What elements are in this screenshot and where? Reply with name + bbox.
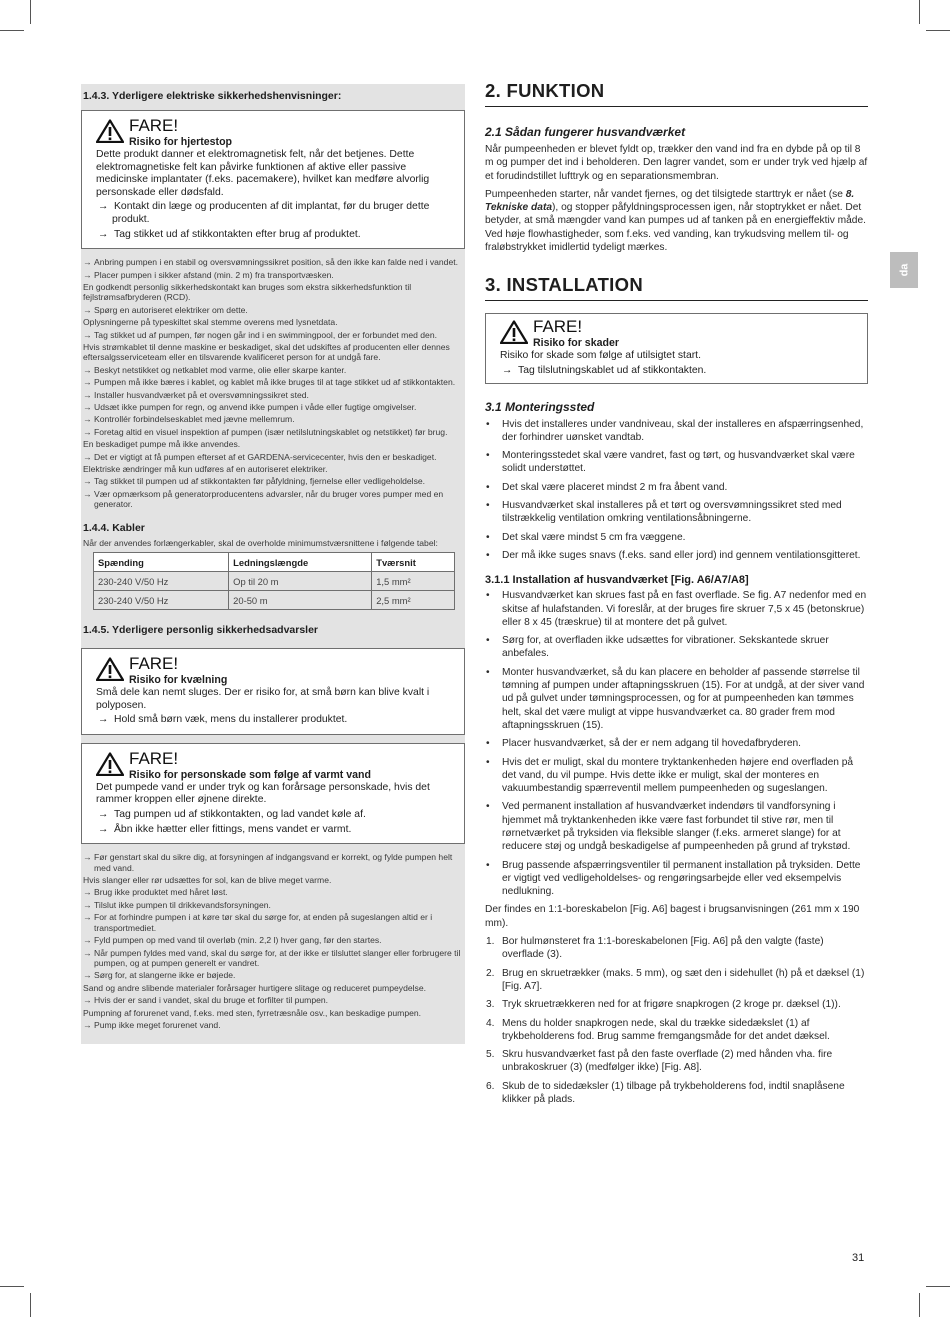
bullet-item: • Brug passende afspærringsventiler til permanent installation på tryksiden. Dette er vigtigt ved vedligeholdelses- og rengøringsarbejde eller ved eksempelvis nedlukning.: [485, 859, 868, 899]
instruction-item: → Foretag altid en visuel inspektion af pumpen (især netilslutningskablet og netstikket) før brug.: [83, 427, 463, 437]
function-paragraph-2: [485, 188, 868, 254]
danger-text: Det pumpede vand er under tryk og kan forårsage personskade, hvis det rammer kroppen eller øjnene direkte.: [96, 781, 430, 806]
warning-triangle-icon: [96, 752, 124, 776]
crop-mark: [0, 30, 24, 31]
crop-mark: [926, 1286, 950, 1287]
danger-box-choking: [81, 648, 465, 735]
section-heading-funktion: 2. FUNKTION: [485, 80, 868, 107]
instruction-item: → Tag stikket ud af pumpen, før nogen går ind i en swimmingpool, der er forbundet med den.: [83, 330, 463, 340]
step-number: 3.: [486, 999, 495, 1011]
danger-subtitle: Risiko for skader: [533, 337, 619, 350]
step-text: Brug en skruetrækker (maks. 5 mm), og sæt den i sidehullet (h) på et dæksel (1) [Fig. A7].: [502, 967, 865, 992]
cable-table: [93, 552, 455, 610]
cable-intro: Når der anvendes forlængerkabler, skal de overholde minimumstværsnittene i følgende tabel:: [83, 537, 438, 548]
step-number: 5.: [486, 1049, 495, 1061]
crop-mark: [919, 1293, 920, 1317]
crop-mark: [30, 0, 31, 24]
step-item: [485, 1080, 868, 1107]
subheading-2-1: 2.1 Sådan fungerer husvandværket: [485, 125, 686, 139]
page-number: 31: [852, 1252, 865, 1264]
instruction-item: → Kontrollér forbindelseskablet med jævne mellemrum.: [83, 414, 463, 424]
bullet-item: • Monter husvandværket, så du kan placere en beholder af passende størrelse til tømning af pumpen under aftapningsskruen (15). For at undgå, at der siver vand ud på gulvet under tømningsprocessen, og for at pumpeenheden kan tømmes helt, skal det være muligt at vippe husvandværket ca. 80 grader frem mod aftapningsskruen (15).: [485, 666, 868, 732]
note-text: Sand og andre slibende materialer forårsager hurtigere slitage og reduceret pumpeydelse.: [83, 982, 426, 993]
language-code: da: [898, 263, 910, 277]
note-text: Pumpning af forurenet vand, f.eks. med sten, fyrretræsnåle osv., kan beskadige pumpen.: [83, 1007, 422, 1018]
bullet-item: • Hvis det er muligt, skal du montere tryktankenheden højere end overfladen på det vand, du vil pumpe. Hvis dette ikke er muligt, skal der monteres en vakuumbestandig spærreventil mellem pumpeenheden og sugeslangen.: [485, 756, 868, 796]
language-tab: [890, 252, 918, 288]
instruction-item: → Hvis der er sand i vandet, skal du bruge et forfilter til pumpen.: [83, 995, 463, 1005]
instruction-item: → Anbring pumpen i en stabil og oversvømningssikret position, så den ikke kan falde ned i vandet.: [83, 257, 463, 267]
instruction-item: → Det er vigtigt at få pumpen efterset af et GARDENA-servicecenter, hvis den er beskadiget.: [83, 452, 463, 462]
table-cell: 230-240 V/50 Hz: [94, 572, 229, 591]
step-item: [485, 935, 868, 962]
table-cell: 1,5 mm²: [372, 572, 455, 591]
instruction-item: → Brug ikke produktet med håret løst.: [83, 887, 463, 897]
bullet-item: • Der må ikke suges snavs (f.eks. sand eller jord) ind gennem ventilationsgitteret.: [485, 549, 868, 562]
instruction-item: → Sørg for, at slangerne ikke er bøjede.: [83, 970, 463, 980]
content-column: [485, 80, 868, 1111]
step-item: [485, 967, 868, 994]
bullet-item: • Husvandværket skal installeres på et tørt og oversvømningssikret sted med tilstrækkelig ventilation omkring ventilationsåbningerne.: [485, 499, 868, 526]
instruction-item: → Tag stikket til pumpen ud af stikkontakten før påfyldning, fjernelse eller vedligeholdelse.: [83, 476, 463, 486]
instruction-item: → Pump ikke meget forurenet vand.: [83, 1020, 463, 1030]
step-text: Skru husvandværket fast på den faste overflade (2) med hånden vha. fire unbrakoskruer (3) (medfølger ikke) [Fig. A8].: [502, 1049, 833, 1074]
table-cell: 20-50 m: [229, 591, 372, 610]
danger-title: FARE!: [129, 116, 179, 135]
instruction-item: → Beskyt netstikket og netkablet mod varme, olie eller skarpe kanter.: [83, 365, 463, 375]
function-paragraph: Når pumpeenheden er blevet fyldt op, trækker den vand ind fra en dybde på op til 8 m og pumper det ind i beholderen. Den lagrer vandet, som er under tryk ved hjælp af et forudindstillet lufttryk og en separationsmembran.: [485, 144, 868, 182]
instruction-item: → Spørg en autoriseret elektriker om dette.: [83, 305, 463, 315]
instruction-item: → Før genstart skal du sikre dig, at forsyningen af indgangsvand er korrekt, og fylde pumpen helt med vand.: [83, 852, 463, 873]
bullet-item: • Det skal være mindst 5 cm fra væggene.: [485, 531, 868, 544]
table-row: [94, 572, 455, 591]
text-run: ), og stopper påfyldningsprocessen igen, når stoptrykket er nået. Det betyder, at små mængder vand kan pumpes ud af tanken på en energieffektiv måde. Ved høje flowhastigheder, som f.eks. ved vanding, kan trykudsving mellem til- og fraløbstrykket imidlertid tydeligt mærkes.: [485, 202, 866, 254]
danger-text: Små dele kan nemt sluges. Der er risiko for, at små børn kan blive kvalt i polyposen.: [96, 687, 430, 711]
instruction-item: → Placer pumpen i sikker afstand (min. 2 m) fra transportvæsken.: [83, 270, 463, 280]
step-item: [485, 1017, 868, 1044]
danger-subtitle: Risiko for personskade som følge af varmt vand: [129, 768, 371, 781]
crop-mark: [926, 30, 950, 31]
bullet-item: • Hvis det installeres under vandniveau, skal der installeres en afspærringsenhed, der forhindrer uønsket vandtab.: [485, 418, 868, 445]
instruction-item: → Pumpen må ikke bæres i kablet, og kablet må ikke bruges til at tage stikket ud af stikkontakten.: [83, 377, 463, 387]
personal-safety-list: [81, 852, 465, 1030]
bullet-item: • Det skal være placeret mindst 2 m fra åbent vand.: [485, 481, 868, 494]
instruction-item: → Når pumpen fyldes med vand, skal du sørge for, at der ikke er tilsluttet slanger eller forbrugere til pumpen, og at pumpen generelt er vandret.: [83, 948, 463, 969]
note-text: Elektriske ændringer må kun udføres af en autoriseret elektriker.: [83, 464, 328, 475]
danger-instruction: → Kontakt din læge og producenten af dit implantat, før du bruger dette produkt.: [96, 201, 456, 226]
table-row: [94, 591, 455, 610]
mounting-location-list: [485, 418, 868, 563]
danger-instruction: → Åbn ikke hætter eller fittings, mens vandet er varmt.: [96, 824, 456, 837]
instruction-item: → Udsæt ikke pumpen for regn, og anvend ikke pumpen i våde eller fugtige omgivelser.: [83, 402, 463, 412]
template-paragraph: Der findes en 1:1-boreskabelon [Fig. A6] bagest i brugsanvisningen (261 mm x 190 mm).: [485, 904, 860, 929]
danger-instruction: → Tag stikket ud af stikkontakten efter brug af produktet.: [96, 229, 456, 242]
note-text: En godkendt personlig sikkerhedskontakt kan bruges som ekstra sikkerhedsfunktion til fejlstrømsafbryderen (RCD).: [83, 281, 412, 303]
text-run: Pumpeenheden starter, når vandet fjernes, og det tilsigtede starttryk er nået (se: [485, 188, 846, 200]
instruction-item: → Installer husvandværket på et oversvømningssikret sted.: [83, 390, 463, 400]
bullet-item: • Ved permanent installation af husvandværket indendørs til vandforsyning i hjemmet må tryktankenheden ikke være fast forbundet til stive rør, men til rørnetværket på tryksiden via fleksible slanger (f.eks. armeret slange) for at reducere støj og undgå beskadigelse af pumpeenheden på grund af trykstød.: [485, 800, 868, 853]
column-header-voltage: Spænding: [94, 553, 229, 572]
danger-title: FARE!: [533, 317, 583, 337]
danger-title: FARE!: [129, 654, 179, 674]
safety-column: [81, 84, 465, 1044]
danger-box-heart: [81, 110, 465, 249]
table-cell: 230-240 V/50 Hz: [94, 591, 229, 610]
cross-reference-link: 8. Tekniske data: [485, 188, 855, 214]
bullet-item: • Placer husvandværket, så der er nem adgang til hovedafbryderen.: [485, 737, 868, 750]
bullet-item: • Monteringsstedet skal være vandret, fast og tørt, og husvandværket skal være solidt understøttet.: [485, 449, 868, 476]
table-cell: Op til 20 m: [229, 572, 372, 591]
danger-text: Dette produkt danner et elektromagnetisk felt, når det betjenes. Dette elektromagnetiske felt kan påvirke funktionen af aktive eller passive medicinske implantater (f.eks. pacemakere), hvilket kan medføre alvorlig personskade eller dødsfald.: [96, 149, 430, 198]
step-text: Skub de to sidedæksler (1) tilbage på trykbeholderens fod, indtil snaplåsene klikker på plads.: [502, 1080, 845, 1106]
subheading-3-1: 3.1 Monteringssted: [485, 399, 595, 414]
warning-triangle-icon: [96, 657, 124, 681]
step-text: Bor hulmønsteret fra 1:1-boreskabelonen [Fig. A6] på den valgte (faste) overflade (3).: [502, 936, 824, 961]
table-header-row: [94, 553, 455, 572]
warning-triangle-icon: [96, 119, 124, 143]
danger-subtitle: Risiko for kvælning: [129, 674, 228, 687]
bullet-item: • Sørg for, at overfladen ikke udsættes for vibrationer. Sekskantede skruer anbefales.: [485, 634, 868, 661]
crop-mark: [919, 0, 920, 24]
danger-instruction: → Hold små børn væk, mens du installerer produktet.: [96, 714, 456, 727]
danger-instruction: → Tag pumpen ud af stikkontakten, og lad vandet køle af.: [96, 809, 456, 822]
danger-box-hot-water: [81, 743, 465, 844]
note-text: Oplysningerne på typeskiltet skal stemme overens med lysnetdata.: [83, 317, 338, 328]
crop-mark: [30, 1293, 31, 1317]
installation-steps: [485, 935, 868, 1106]
subheading-3-1-1: 3.1.1 Installation af husvandværket [Fig. A6/A7/A8]: [485, 574, 749, 587]
danger-box-injury: [485, 313, 868, 383]
instruction-item: → Fyld pumpen op med vand til overløb (min. 2,2 l) hver gang, før den startes.: [83, 935, 463, 945]
step-item: [485, 1048, 868, 1075]
instruction-item: → Vær opmærksom på generatorproducentens advarsler, når du bruger vores pumper med en generator.: [83, 489, 463, 510]
danger-title: FARE!: [129, 748, 179, 768]
section-heading-1-4-5: 1.4.5. Yderligere personlig sikkerhedsadvarsler: [83, 624, 319, 637]
section-heading-1-4-4: 1.4.4. Kabler: [83, 521, 145, 534]
section-heading-1-4-3: 1.4.3. Yderligere elektriske sikkerhedshenvisninger:: [83, 90, 342, 102]
instruction-item: → Tilslut ikke pumpen til drikkevandsforsyningen.: [83, 900, 463, 910]
step-number: 4.: [486, 1017, 495, 1029]
electrical-safety-list: [81, 257, 465, 510]
installation-list: [485, 589, 868, 898]
section-heading-installation: 3. INSTALLATION: [485, 274, 868, 301]
bullet-item: • Husvandværket kan skrues fast på en fast overflade. Se fig. A7 nedenfor med en skitse af hulafstanden. Vi foreslår, at der bruges fire skruer 7,5 x 45 (betonskrue) eller 8 x 45 (træskrue) til at montere det på gulvet.: [485, 589, 868, 629]
column-header-length: Ledningslængde: [229, 553, 372, 572]
table-cell: 2,5 mm²: [372, 591, 455, 610]
step-number: 1.: [486, 936, 495, 948]
danger-subtitle: Risiko for hjertestop: [129, 136, 233, 148]
crop-mark: [0, 1286, 24, 1287]
step-number: 6.: [486, 1080, 495, 1092]
note-text: Hvis strømkablet til denne maskine er beskadiget, skal det udskiftes af producenten eller dennes eftersalgsserviceteam eller en tilsvarende kvalificeret person for at undgå fare.: [83, 342, 450, 363]
step-number: 2.: [486, 967, 495, 979]
step-text: Tryk skruetrækkeren ned for at frigøre snapkrogen (2 kroge pr. dæksel (1)).: [502, 999, 841, 1011]
note-text: En beskadiget pumpe må ikke anvendes.: [83, 439, 241, 450]
step-text: Mens du holder snapkrogen nede, skal du trække sidedækslet (1) af trykbeholderens fod. Brug samme fremgangsmåde for det andet dæksel.: [502, 1017, 830, 1042]
danger-instruction: → Tag tilslutningskablet ud af stikkontakten.: [500, 365, 859, 378]
note-text: Hvis slanger eller rør udsættes for sol, kan de blive meget varme.: [83, 875, 332, 886]
instruction-item: → For at forhindre pumpen i at køre tør skal du sørge for, at enden på sugeslangen altid er i transportmediet.: [83, 912, 463, 933]
danger-text: Risiko for skade som følge af utilsigtet start.: [500, 350, 701, 362]
column-header-cross-section: Tværsnit: [372, 553, 455, 572]
step-item: [485, 998, 868, 1011]
warning-triangle-icon: [500, 320, 528, 344]
